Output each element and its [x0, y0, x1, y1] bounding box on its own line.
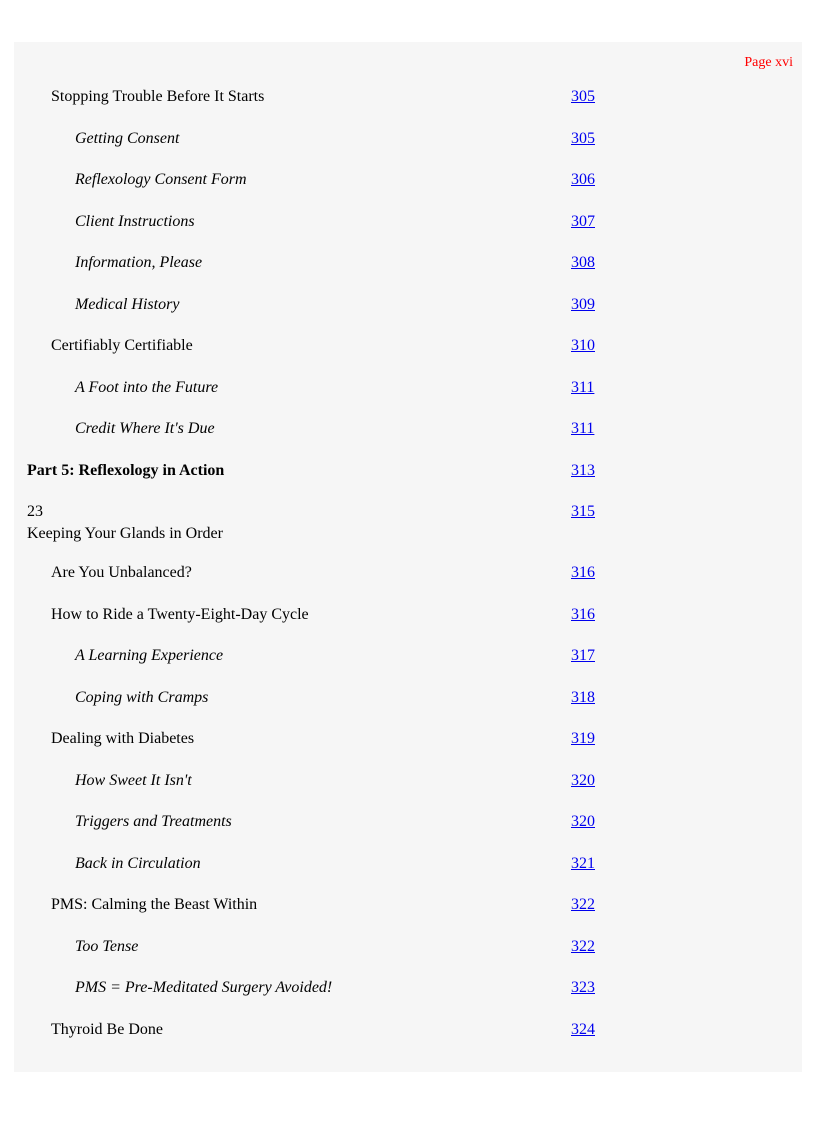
toc-entry-title: PMS = Pre-Meditated Surgery Avoided!: [75, 979, 333, 996]
toc-entry-title: Back in Circulation: [75, 854, 201, 872]
toc-entry-title: Thyroid Be Done: [51, 1020, 163, 1038]
toc-entry: [27, 894, 647, 936]
toc-entry-title: Reflexology Consent Form: [75, 171, 247, 188]
toc-page-link[interactable]: 316: [571, 564, 595, 581]
toc-entry: [27, 418, 647, 460]
toc-entry: [27, 604, 647, 646]
toc-page-link[interactable]: 305: [571, 129, 595, 147]
toc-entry: [27, 770, 647, 812]
toc-entry-title: Dealing with Diabetes: [51, 730, 195, 747]
toc-page-link[interactable]: 322: [571, 896, 595, 913]
toc-page-link[interactable]: 322: [571, 937, 595, 955]
toc-page-link[interactable]: 315: [571, 503, 595, 520]
toc-page-link[interactable]: 316: [571, 605, 595, 623]
toc-entry-title: Medical History: [75, 295, 180, 313]
toc-entry-title: PMS: Calming the Beast Within: [51, 896, 258, 913]
toc-page-link[interactable]: 324: [571, 1020, 595, 1038]
toc-entry-title: Are You Unbalanced?: [51, 564, 192, 581]
toc-page-link[interactable]: 321: [571, 854, 595, 872]
toc-entry: [27, 294, 647, 336]
toc-page-link[interactable]: 307: [571, 212, 595, 230]
toc-page-link[interactable]: 319: [571, 730, 595, 747]
toc-entry: [27, 377, 647, 419]
page-number-label: Page xvi: [744, 55, 793, 70]
toc-page-link[interactable]: 320: [571, 771, 595, 789]
toc-entry-title: How to Ride a Twenty-Eight-Day Cycle: [51, 605, 309, 623]
toc-entry-title: Coping with Cramps: [75, 688, 209, 706]
toc-page-link[interactable]: 323: [571, 979, 595, 996]
toc-page-link[interactable]: 313: [571, 461, 595, 479]
toc-page-link[interactable]: 311: [571, 420, 595, 437]
toc-entry: [27, 811, 647, 853]
toc-entry: [27, 1019, 647, 1061]
toc-entry: [27, 728, 647, 770]
toc-page-link[interactable]: 308: [571, 254, 595, 271]
toc-page-link[interactable]: 309: [571, 295, 595, 313]
toc-page-link[interactable]: 320: [571, 813, 595, 830]
toc-entry: [27, 211, 647, 253]
toc-entry: [27, 853, 647, 895]
toc-entry: [27, 936, 647, 978]
table-of-contents: [27, 86, 647, 1060]
toc-entry-title: Getting Consent: [75, 129, 180, 147]
toc-entry-title: Triggers and Treatments: [75, 813, 232, 830]
toc-part-heading: [27, 460, 647, 502]
toc-entry: [27, 252, 647, 294]
chapter-name: Keeping Your Glands in Order: [27, 525, 223, 542]
toc-entry-title: Information, Please: [75, 254, 203, 271]
toc-entry-title: Client Instructions: [75, 212, 195, 230]
chapter-number: 23: [27, 503, 43, 520]
toc-entry-title: How Sweet It Isn't: [75, 771, 192, 789]
toc-entry-title: A Foot into the Future: [75, 378, 219, 396]
toc-entry-title: Certifiably Certifiable: [51, 337, 193, 354]
toc-entry: [27, 335, 647, 377]
toc-entry-title: A Learning Experience: [75, 647, 224, 664]
toc-entry-title: Credit Where It's Due: [75, 420, 215, 437]
toc-entry: [27, 977, 647, 1019]
toc-chapter-heading: [27, 501, 647, 562]
toc-page-link[interactable]: 306: [571, 171, 595, 188]
toc-page-link[interactable]: 311: [571, 378, 595, 396]
toc-entry-title: Stopping Trouble Before It Starts: [51, 88, 265, 105]
toc-entry: [27, 128, 647, 170]
toc-page-link[interactable]: 305: [571, 88, 595, 105]
toc-entry: [27, 86, 647, 128]
toc-entry: [27, 687, 647, 729]
toc-entry: [27, 169, 647, 211]
toc-page-link[interactable]: 318: [571, 688, 595, 706]
toc-page-link[interactable]: 310: [571, 337, 595, 354]
toc-entry-title: Too Tense: [75, 937, 139, 955]
toc-page-link[interactable]: 317: [571, 647, 595, 664]
toc-entry: [27, 562, 647, 604]
toc-part-title: Part 5: Reflexology in Action: [27, 461, 225, 479]
toc-chapter-title: [27, 501, 223, 545]
toc-entry: [27, 645, 647, 687]
